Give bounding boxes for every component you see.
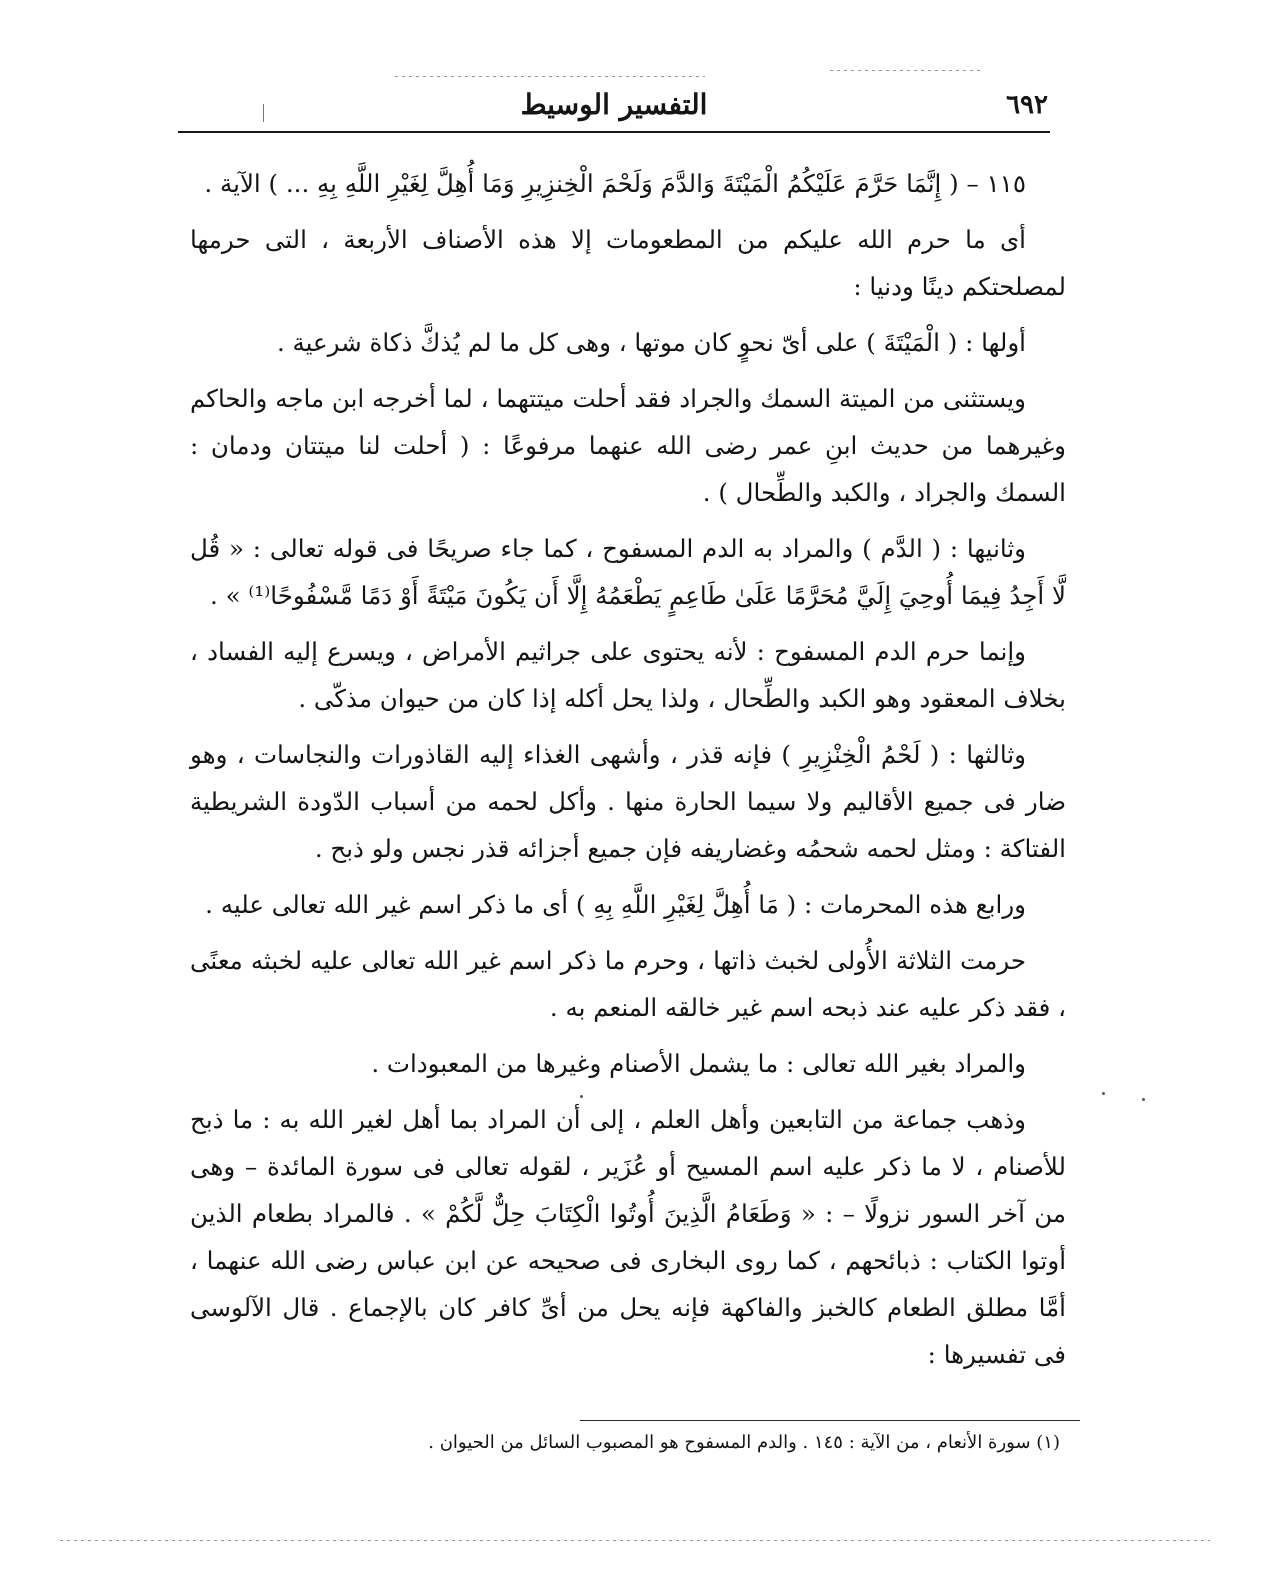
header-rule — [178, 131, 1050, 133]
scan-artifact-line — [395, 76, 705, 77]
paragraph: ويستثنى من الميتة السمك والجراد فقد أحلت ميتتهما ، لما أخرجه ابن ماجه والحاكم وغيرهما من حديث ابنِ عمر رضى الله عنهما مرفوعًا : ( أحلت لنا ميتتان ودمان : السمك والجراد ، والكبد والطِّحال ) . — [190, 384, 1066, 507]
page-number: ٦٩٢ — [1006, 90, 1048, 120]
footnote: (١) سورة الأنعام ، من الآية : ١٤٥ . والدم المسفوح هو المصبوب السائل من الحيوان . — [428, 1432, 1060, 1453]
footnote-rule — [580, 1420, 1080, 1421]
scan-speck — [580, 1095, 583, 1098]
scan-speck — [1142, 1098, 1145, 1101]
paragraph: أى ما حرم الله عليكم من المطعومات إلا هذه الأصناف الأربعة ، التى حرمها لمصلحتكم دينًا ودنيا : — [190, 225, 1066, 301]
scan-artifact-line — [830, 70, 980, 71]
paragraph: أولها : ( الْمَيْتَةَ ) على أىّ نحوٍ كان موتها ، وهى كل ما لم يُذكَّ ذكاة شرعية . — [276, 328, 1026, 357]
running-title: التفسير الوسيط — [520, 88, 708, 121]
paragraph: وذهب جماعة من التابعين وأهل العلم ، إلى أن المراد بما أهل لغير الله به : ما ذبح للأصنام ، لا ما ذكر عليه اسم المسيح أو عُزَير ، لقوله تعالى فى سورة المائدة – وهى من آخر السور نزولًا – : « وَطَعَامُ الَّذِينَ أُوتُوا الْكِتَابَ حِلٌّ لَّكُمْ » . فالمراد بطعام الذين أوتوا الكتاب : ذبائحهم ، كما روى البخارى فى صحيحه عن ابن عباس رضى الله عنهما ، أمَّا مطلق الطعام كالخبز والفاكهة فإنه يحل من أىِّ كافر كان بالإجماع . قال الآلوسى فى تفسيرها : — [190, 1105, 1066, 1369]
paragraph: ورابع هذه المحرمات : ( مَا أُهِلَّ لِغَيْرِ اللَّهِ بِهِ ) أى ما ذكر اسم غير الله تعالى عليه . — [205, 890, 1026, 919]
paragraph: وإنما حرم الدم المسفوح : لأنه يحتوى على جراثيم الأمراض ، ويسرع إليه الفساد ، بخلاف المعقود وهو الكبد والطِّحال ، ولذا يحل أكله إذا كان من حيوان مذكّى . — [190, 637, 1066, 713]
header-tick-mark — [263, 104, 264, 122]
paragraph: وثالثها : ( لَحْمُ الْخِنْزِيرِ ) فإنه قذر ، وأشهى الغذاء إليه القاذورات والنجاسات ، وهو ضار فى جميع الأقاليم ولا سيما الحارة منها . وأكل لحمه من أسباب الدّودة الشريطية الفتاكة : ومثل لحمه شحمُه وغضاريفه فإن جميع أجزائه قذر نجس ولو ذبح . — [190, 740, 1066, 863]
paragraph: وثانيها : ( الدَّم ) والمراد به الدم المسفوح ، كما جاء صريحًا فى قوله تعالى : « قُل لَّا أَجِدُ فِيمَا أُوحِيَ إِلَيَّ مُحَرَّمًا عَلَىٰ طَاعِمٍ يَطْعَمُهُ إِلَّا أَن يَكُونَ مَيْتَةً أَوْ دَمًا مَّسْفُوحًا⁽¹⁾ » . — [190, 534, 1066, 610]
scan-speck — [1102, 1092, 1105, 1095]
paragraph: والمراد بغير الله تعالى : ما يشمل الأصنام وغيرها من المعبودات . — [371, 1049, 1026, 1078]
page-header — [180, 88, 1048, 128]
verse-heading: ١١٥ – ( إِنَّمَا حَرَّمَ عَلَيْكُمُ الْمَيْتَةَ وَالدَّمَ وَلَحْمَ الْخِنزِيرِ وَمَا أُهِلَّ لِغَيْرِ اللَّهِ بِهِ ... ) الآية . — [204, 169, 1026, 198]
body-text — [190, 160, 1066, 1387]
paragraph: حرمت الثلاثة الأُولى لخبث ذاتها ، وحرم ما ذكر اسم غير الله تعالى عليه لخبثه معنًى ، فقد ذكر عليه عند ذبحه اسم غير خالقه المنعم به . — [190, 946, 1066, 1022]
scan-artifact-line — [60, 1540, 1210, 1541]
